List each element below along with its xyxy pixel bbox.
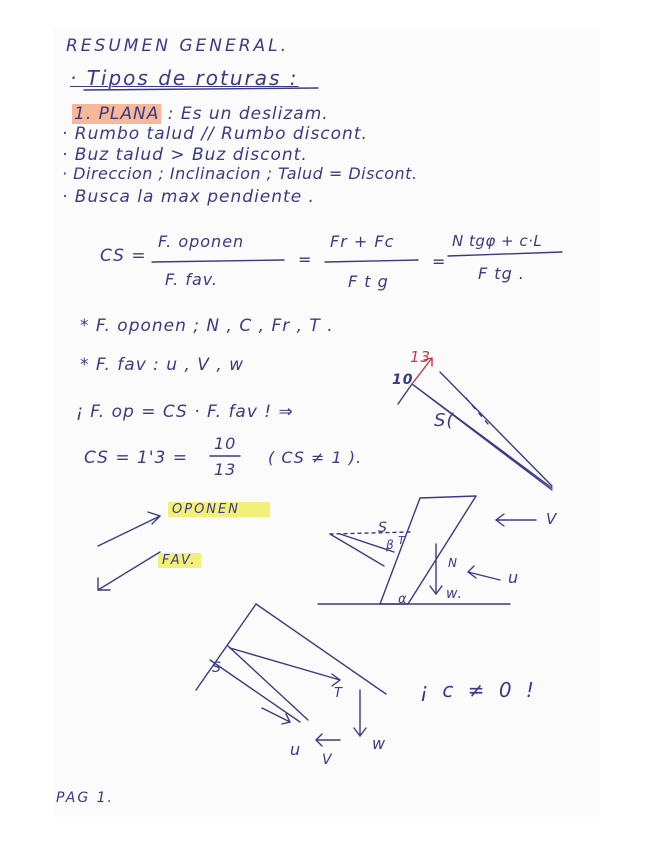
d2-label-w: w. [446,586,464,602]
plana-tag: 1. PLANA [74,104,160,124]
d2-label-v: V [546,510,558,528]
page-title: RESUMEN GENERAL. [66,36,290,56]
d2-label-alpha: α [398,592,408,607]
note-oponen: * F. oponen ; N , C , Fr , T . [80,316,334,336]
d3-label-w: w [372,734,387,753]
remark-c-not-zero: ¡ c ≠ 0 ! [420,678,538,702]
formula-frac3-den: F tg . [478,264,525,283]
d2-label-s: S [378,520,388,536]
d1-slope-line-2 [412,384,552,490]
formula-frac2-den: F t g [348,272,389,291]
cs-note: ( CS ≠ 1 ). [268,448,363,467]
note-line-3: · Direccion ; Inclinacion ; Talud = Discont. [62,164,418,183]
d3-plane-1 [210,660,300,722]
page-number: PAG 1. [56,790,114,806]
fraction-bar-3 [448,252,562,256]
d1-label-s: S( [434,410,455,431]
subtitle-underline [84,88,318,90]
d2-label-u: u [508,568,520,587]
fraction-bar-2 [325,260,418,262]
plana-description: : Es un deslizam. [167,104,329,124]
section-subtitle: · Tipos de roturas : [70,66,299,90]
cs-value-num: 10 [214,434,237,453]
legend-oponen-arrow [98,516,160,546]
formula-eq1: = [298,250,313,269]
note-line-1: · Rumbo talud // Rumbo discont. [62,124,368,144]
formula-frac3-num: N tgφ + c·L [452,232,543,250]
d3-label-V: V [322,752,333,768]
legend-fav-arrow [98,552,160,590]
d1-label-13: 13 [410,348,432,366]
d2-plane-line [330,534,384,566]
d3-label-u: u [290,740,302,759]
note-line-4: · Busca la max pendiente . [62,187,315,207]
legend-oponen-arrowhead [148,512,160,524]
legend-fav-text: FAV. [158,553,201,568]
cs-value-lhs: CS = 1'3 = [84,448,188,468]
formula-cs-lhs: CS = [100,246,147,266]
d3-plane-2 [228,646,308,720]
d3-line-left [196,604,256,690]
formula-frac1-num: F. oponen [158,232,245,251]
formula-frac1-den: F. fav. [165,270,218,289]
formula-frac2-num: Fr + Fc [330,232,395,251]
formula-eq2: = [432,252,447,271]
d3-label-T: T [334,686,343,701]
d2-label-beta: β [386,538,395,552]
d3-line-top [256,604,386,694]
d1-slope-line-3 [440,372,552,486]
note-fav: * F. fav : u , V , w [80,355,245,375]
d2-label-N: N [448,556,458,570]
d3-label-s: S [212,660,222,676]
d1-label-10: 10 [392,372,414,388]
note-line-2: · Buz talud > Buz discont. [62,145,308,165]
d2-label-T: T [398,534,406,547]
cs-value-den: 13 [214,460,237,479]
legend-oponen-text: OPONEN [168,502,270,517]
fraction-bar-1 [152,260,284,262]
note-equation: ¡ F. op = CS · F. fav ! ⇒ [76,402,294,422]
